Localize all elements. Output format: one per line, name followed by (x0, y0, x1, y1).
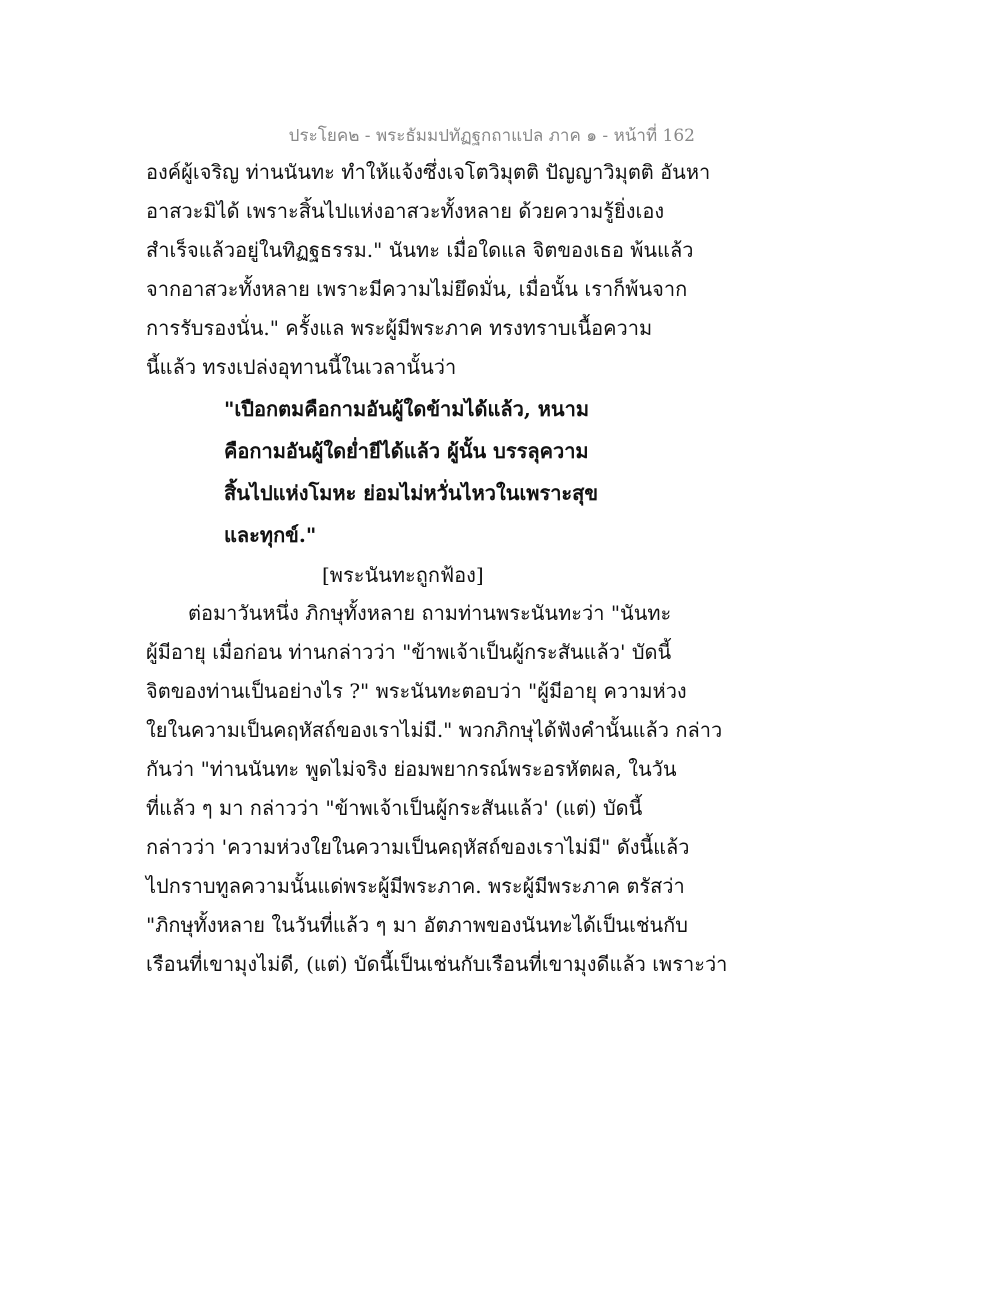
paragraph1-line-4: จากอาสวะทั้งหลาย เพราะมีความไม่ยึดมั่น, เมื่อนั้น เราก็พ้นจาก (146, 277, 688, 301)
paragraph1-line-3: สำเร็จแล้วอยู่ในทิฏฐธรรม." นันทะ เมื่อใดแล จิตของเธอ พ้นแล้ว (146, 238, 694, 262)
verse-line-1: "เปือกตมคือกามอันผู้ใดข้ามได้แล้ว, หนาม (224, 397, 590, 421)
paragraph2-line-5: กันว่า "ท่านนันทะ พูดไม่จริง ย่อมพยากรณ์พระอรหัตผล, ในวัน (146, 757, 677, 781)
running-header: ประโยค๒ - พระธัมมปทัฏฐกถาแปล ภาค ๑ - หน้าที่ 162 (288, 126, 695, 146)
paragraph2-line-10: เรือนที่เขามุงไม่ดี, (แต่) บัดนี้เป็นเช่นกับเรือนที่เขามุงดีแล้ว เพราะว่า (146, 952, 728, 976)
paragraph2-line-4: ใยในความเป็นคฤหัสถ์ของเราไม่มี." พวกภิกษุได้ฟังคำนั้นแล้ว กล่าว (146, 718, 723, 742)
paragraph2-line-6: ที่แล้ว ๆ มา กล่าวว่า "ข้าพเจ้าเป็นผู้กระสันแล้ว' (แต่) บัดนี้ (146, 796, 643, 820)
paragraph1-line-1: องค์ผู้เจริญ ท่านนันทะ ทำให้แจ้งซึ่งเจโตวิมุตติ ปัญญาวิมุตติ อันหา (146, 160, 711, 184)
paragraph1-line-6: นี้แล้ว ทรงเปล่งอุทานนี้ในเวลานั้นว่า (146, 355, 457, 379)
paragraph2-line-1: ต่อมาวันหนึ่ง ภิกษุทั้งหลาย ถามท่านพระนันทะว่า "นันทะ (188, 601, 672, 625)
paragraph2-line-3: จิตของท่านเป็นอย่างไร ?" พระนันทะตอบว่า "ผู้มีอายุ ความห่วง (146, 679, 687, 703)
paragraph2-line-9: "ภิกษุทั้งหลาย ในวันที่แล้ว ๆ มา อัตภาพของนันทะได้เป็นเช่นกับ (146, 913, 688, 937)
verse-line-2: คือกามอันผู้ใดย่ำยีได้แล้ว ผู้นั้น บรรลุความ (224, 439, 589, 463)
paragraph2-line-2: ผู้มีอายุ เมื่อก่อน ท่านกล่าวว่า "ข้าพเจ้าเป็นผู้กระสันแล้ว' บัดนี้ (146, 640, 672, 664)
section-title: [พระนันทะถูกฟ้อง] (322, 563, 484, 587)
verse-line-4: และทุกข์." (224, 523, 317, 547)
verse-line-3: สิ้นไปแห่งโมหะ ย่อมไม่หวั่นไหวในเพราะสุข (224, 481, 599, 505)
paragraph2-line-7: กล่าวว่า 'ความห่วงใยในความเป็นคฤหัสถ์ของเราไม่มี" ดังนี้แล้ว (146, 835, 690, 859)
paragraph2-line-8: ไปกราบทูลความนั้นแด่พระผู้มีพระภาค. พระผู้มีพระภาค ตรัสว่า (146, 874, 685, 898)
paragraph1-line-2: อาสวะมิได้ เพราะสิ้นไปแห่งอาสวะทั้งหลาย ด้วยความรู้ยิ่งเอง (146, 199, 665, 223)
paragraph1-line-5: การรับรองนั่น." ครั้งแล พระผู้มีพระภาค ทรงทราบเนื้อความ (146, 316, 653, 340)
